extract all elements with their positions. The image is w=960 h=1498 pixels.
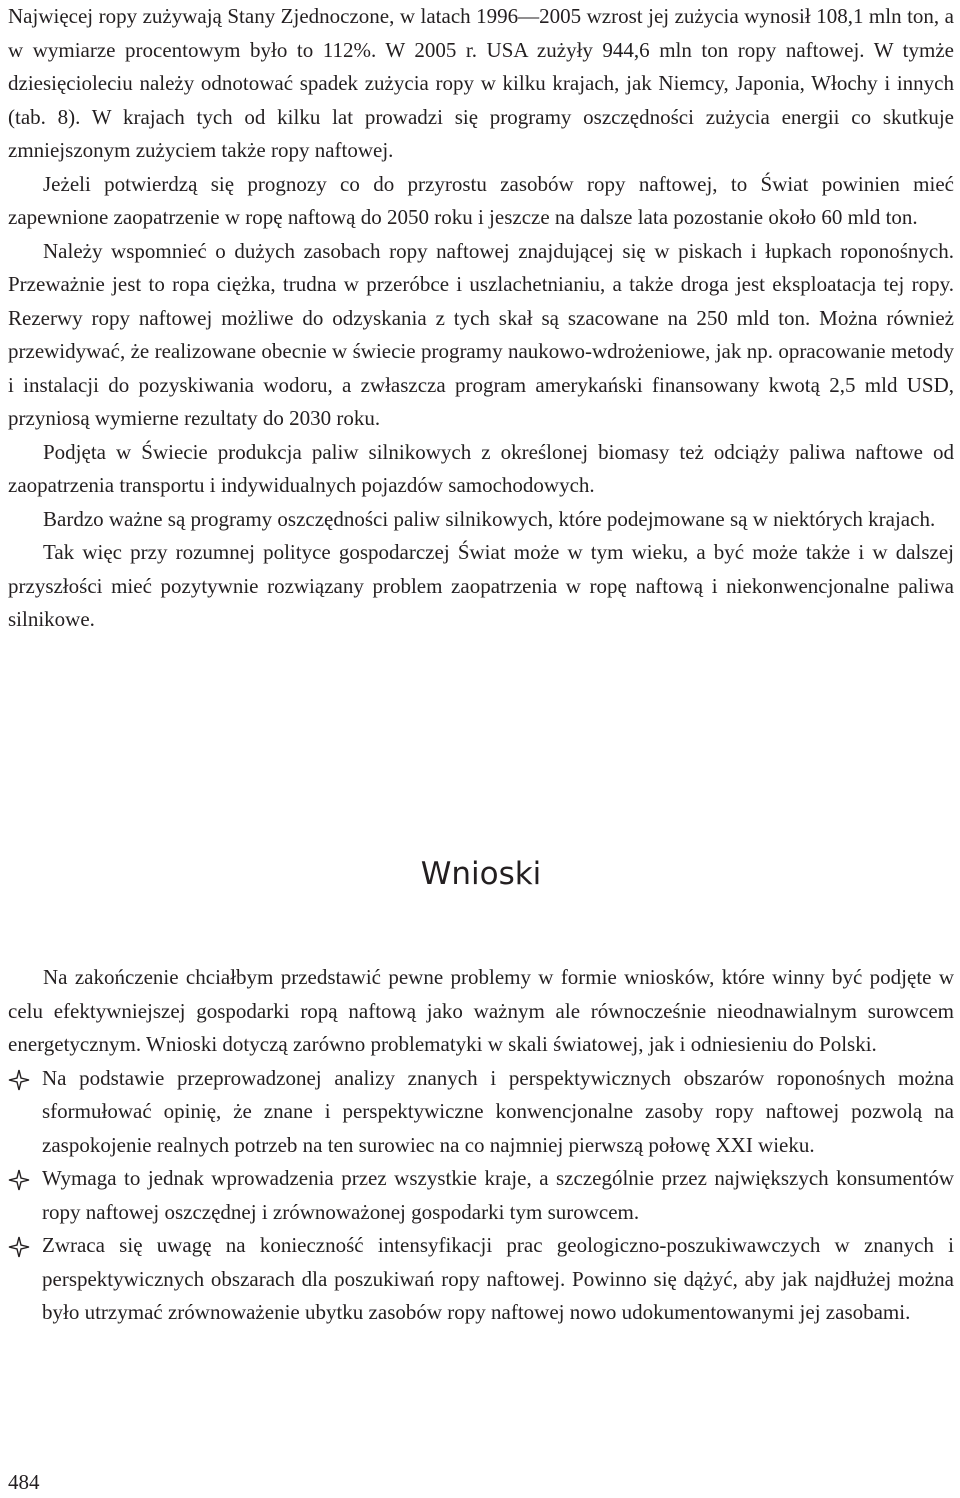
page-number: 484 [8,1470,40,1494]
body-text [8,0,954,637]
paragraph: Podjęta w Świecie produkcja paliw silnikowych z określonej biomasy też odciąży paliwa naftowe od zaopatrzenia transportu i indywidualnych pojazdów samochodowych. [8,439,954,497]
conclusion-text: Na podstawie przeprowadzonej analizy znanych i perspektywicznych obszarów roponośnych można sformułować opinię, że znane i perspektywiczne konwencjonalne zasoby ropy naftowej pozwolą na zaspokojenie realnych potrzeb na ten surowiec na co najmniej pierwszą połowę XXI wieku. [42,1065,954,1157]
conclusions-intro: Na zakończenie chciałbym przedstawić pewne problemy w formie wniosków, które winny być podjęte w celu efektywniejszej gospodarki ropą naftową jako ważnym ale równocześnie nieodnawialnym surowcem energetycznym. Wnioski dotyczą zarówno problematyki w skali światowej, jak i odniesieniu do Polski. [8,965,954,1056]
conclusion-item [8,1229,954,1330]
conclusion-text: Wymaga to jednak wprowadzenia przez wszystkie kraje, a szczególnie przez największych konsumentów ropy naftowej oszczędnej i zrównoważonej gospodarki tym surowcem. [42,1166,954,1224]
paragraph: Bardzo ważne są programy oszczędności paliw silnikowych, które podejmowane są w niektórych krajach. [43,506,936,531]
four-point-star-outline-icon [8,1168,30,1190]
four-point-star-outline-icon [8,1068,30,1090]
conclusions-section [8,961,954,1330]
conclusion-item [8,1162,954,1229]
document-page [8,0,954,1498]
conclusion-item [8,1062,954,1163]
section-heading: Wnioski [420,856,542,892]
paragraph: Należy wspomnieć o dużych zasobach ropy naftowej znajdującej się w piskach i łupkach roponośnych. Przeważnie jest to ropa ciężka, trudna w przeróbce i uszlachetnianiu, a także droga jest eksploatacja tej ropy. Rezerwy ropy naftowej możliwe do odzyskania z tych skał są szacowane na 250 mld ton. Można również przewidywać, że realizowane obecnie w świecie programy naukowo-wdrożeniowe, jak np. opracowanie metody i instalacji do pozyskiwania wodoru, a zwłaszcza program amerykański finansowany kwotą 2,5 mld USD, przyniosą wymierne rezultaty do 2030 roku. [8,238,954,430]
paragraph: Najwięcej ropy zużywają Stany Zjednoczone, w latach 1996—2005 wzrost jej zużycia wynosił 108,1 mln ton, a w wymiarze procentowym było to 112%. W 2005 r. USA zużyły 944,6 mln ton ropy naftowej. W tymże dziesięcioleciu należy odnotować spadek zużycia ropy w kilku krajach, jak Niemcy, Japonia, Włochy i innych (tab. 8). W krajach tych od kilku lat prowadzi się programy oszczędności zużycia energii co skutkuje zmniejszonym zużyciem także ropy naftowej. [8,4,954,162]
paragraph: Tak więc przy rozumnej polityce gospodarczej Świat może w tym wieku, a być może także i w dalszej przyszłości mieć pozytywnie rozwiązany problem zaopatrzenia w ropę naftową i niekonwencjonalne paliwa silnikowe. [8,540,954,631]
four-point-star-outline-icon [8,1235,30,1257]
paragraph: Jeżeli potwierdzą się prognozy co do przyrostu zasobów ropy naftowej, to Świat powinien mieć zapewnione zaopatrzenie w ropę naftową do 2050 roku i jeszcze na dalsze lata pozostanie około 60 mld ton. [8,171,954,229]
conclusion-text: Zwraca się uwagę na konieczność intensyfikacji prac geologiczno-poszukiwawczych w znanych i perspektywicznych obszarach dla poszukiwań ropy naftowej. Powinno się dążyć, aby jak najdłużej można było utrzymać zrównoważenie ubytku zasobów ropy naftowej nowo udokumentowanymi jej zasobami. [42,1233,954,1324]
conclusions-list [8,1062,954,1330]
